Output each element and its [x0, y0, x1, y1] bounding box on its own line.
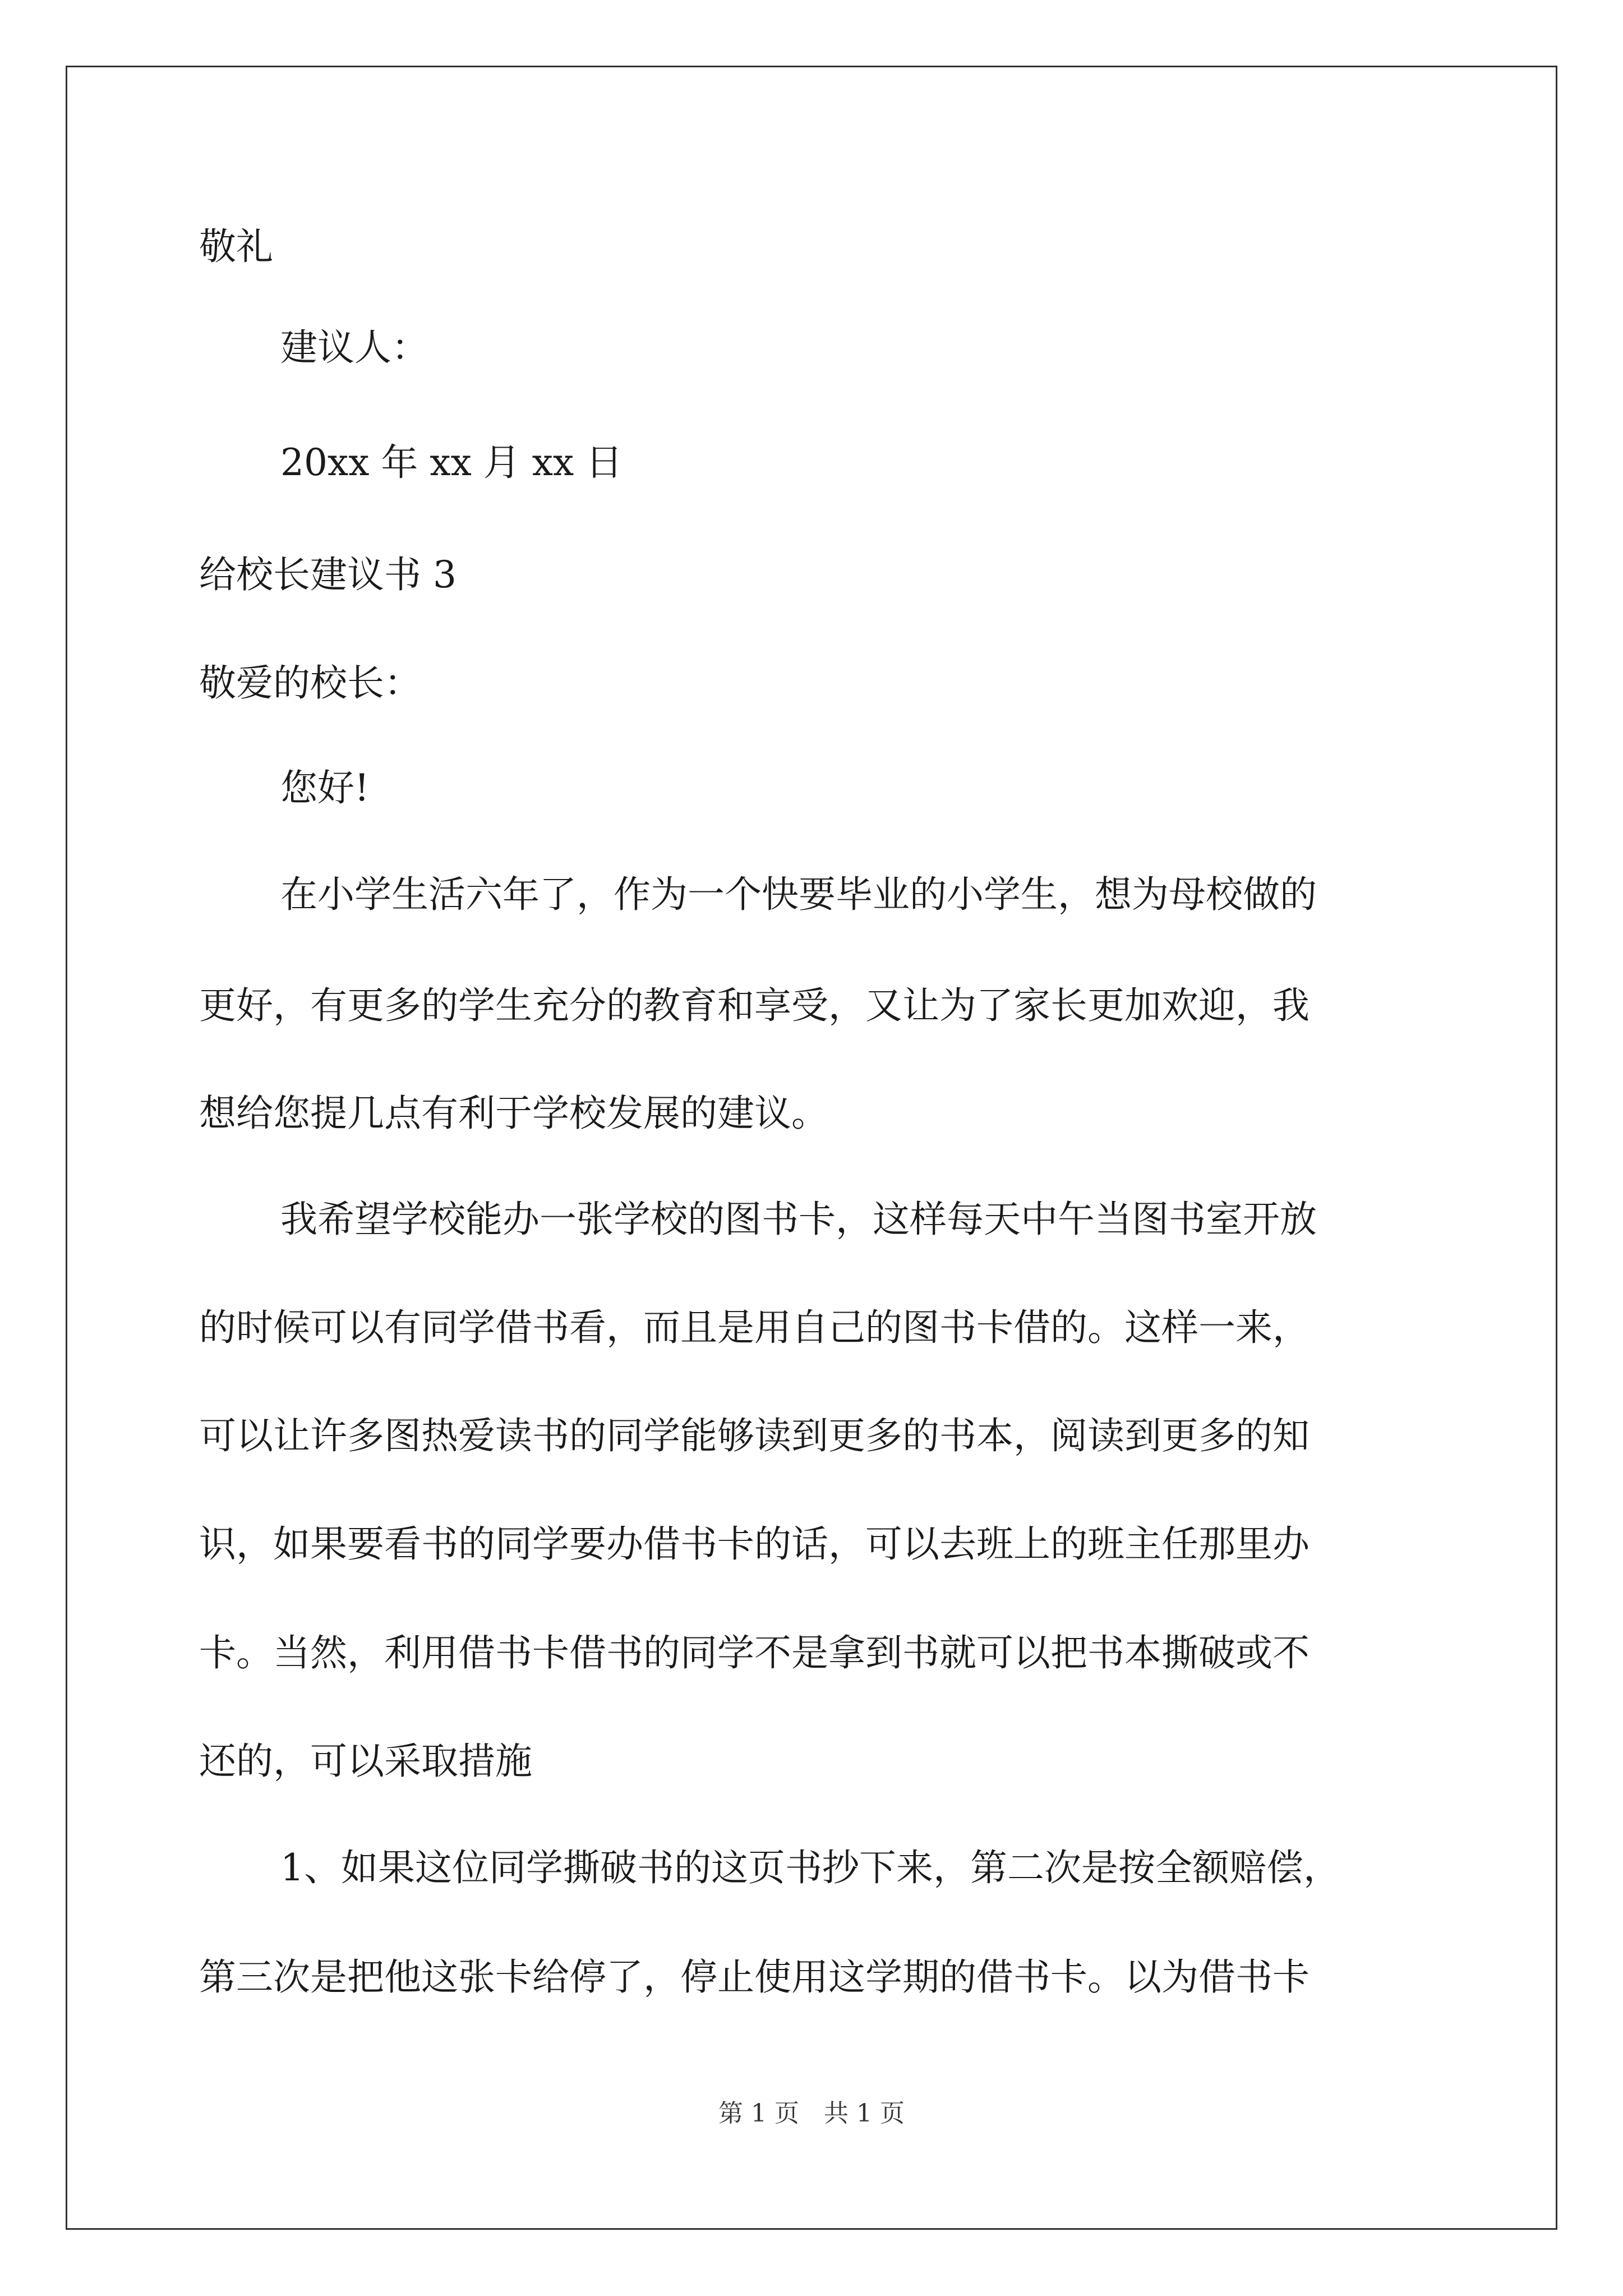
paragraph-2-line-1: 我希望学校能办一张学校的图书卡，这样每天中午当图书室开放: [280, 1198, 1317, 1241]
paragraph-3-line-2: 第三次是把他这张卡给停了，停止使用这学期的借书卡。以为借书卡: [199, 1955, 1310, 1999]
greeting-hello: 您好!: [280, 766, 370, 809]
page-number-footer: 第 1 页 共 1 页: [718, 2099, 905, 2128]
page-border: [66, 66, 1557, 2230]
paragraph-2-line-6: 还的，可以采取措施: [199, 1740, 532, 1783]
greeting: 敬爱的校长：: [199, 661, 421, 705]
signature-label: 建议人：: [280, 326, 428, 369]
paragraph-1-line-3: 想给您提几点有利于学校发展的建议。: [199, 1092, 828, 1135]
paragraph-2-line-4: 识，如果要看书的同学要办借书卡的话，可以去班上的班主任那里办: [199, 1522, 1310, 1566]
signature-date: 20xx 年 xx 月 xx 日: [280, 441, 623, 484]
paragraph-2-line-5: 卡。当然，利用借书卡借书的同学不是拿到书就可以把书本撕破或不: [199, 1631, 1310, 1674]
paragraph-2-line-2: 的时候可以有同学借书看，而且是用自己的图书卡借的。这样一来，: [199, 1306, 1310, 1349]
paragraph-1-line-2: 更好，有更多的学生充分的教育和享受，又让为了家长更加欢迎，我: [199, 984, 1310, 1027]
section-title: 给校长建议书 3: [199, 553, 457, 596]
paragraph-3-line-1: 1、如果这位同学撕破书的这页书抄下来，第二次是按全额赔偿，: [280, 1846, 1340, 1889]
paragraph-2-line-3: 可以让许多图热爱读书的同学能够读到更多的书本，阅读到更多的知: [199, 1414, 1310, 1457]
closing-salutation: 敬礼: [199, 225, 273, 268]
paragraph-1-line-1: 在小学生活六年了，作为一个快要毕业的小学生，想为母校做的: [280, 873, 1317, 916]
